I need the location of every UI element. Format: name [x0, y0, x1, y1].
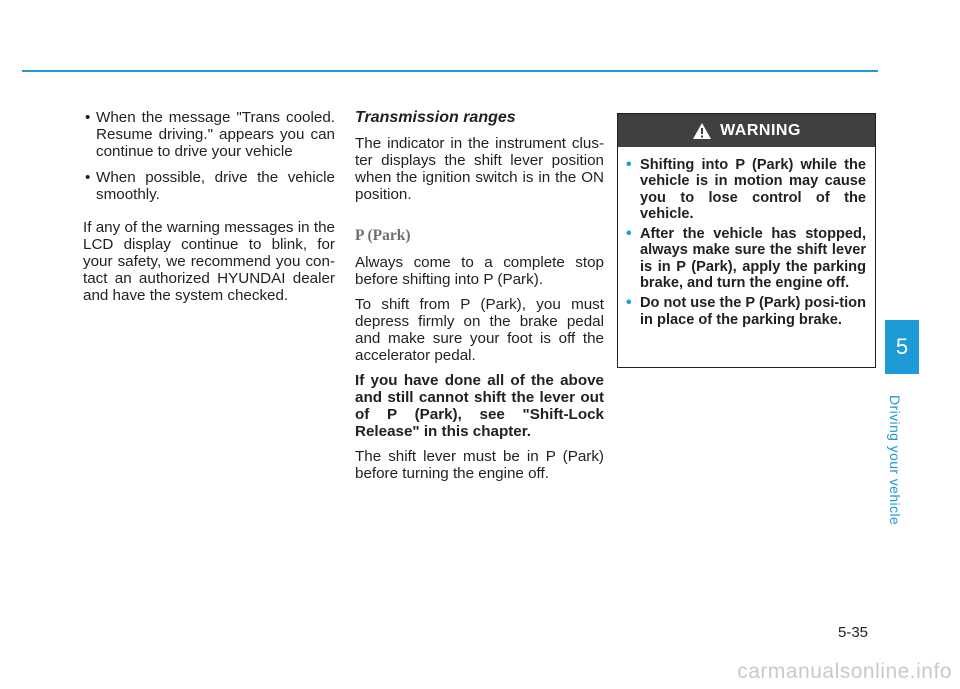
park-paragraph-4: The shift lever must be in P (Park) before turning the engine off.: [355, 448, 604, 482]
warning-triangle-icon: [692, 122, 712, 140]
middle-column: [355, 109, 604, 482]
warning-list: [618, 147, 875, 328]
warning-item: • After the vehicle has stopped, always make sure the shift lever is in P (Park), apply the parking brake, and turn the engine off.: [640, 226, 866, 291]
bullet-list: [83, 109, 335, 203]
top-rule: [22, 70, 878, 72]
warning-item: • Shifting into P (Park) while the vehicle is in motion may cause you to lose control of the vehicle.: [640, 157, 866, 222]
bullet-item: • When possible, drive the vehicle smoothly.: [83, 169, 335, 203]
warning-item: • Do not use the P (Park) posi-tion in place of the parking brake.: [640, 295, 866, 328]
warning-header: [618, 114, 875, 147]
left-column: [83, 109, 335, 304]
park-paragraph-2: To shift from P (Park), you must depress firmly on the brake pedal and make sure your foot is off the accelerator pedal.: [355, 296, 604, 364]
bullet-item: • When the message "Trans cooled. Resume driving." appears you can continue to drive your vehicle: [83, 109, 335, 160]
watermark: carmanualsonline.info: [737, 660, 952, 683]
body-paragraph: If any of the warning messages in the LCD display continue to blink, for your safety, we recommend you con-tact an authorized HYUNDAI dealer and have the system checked.: [83, 219, 335, 304]
park-paragraph-3: If you have done all of the above and still cannot shift the lever out of P (Park), see "Shift-Lock Release" in this chapter.: [355, 372, 604, 440]
subsection-title: P (Park): [355, 227, 411, 244]
warning-box: [617, 113, 876, 368]
warning-title: WARNING: [720, 121, 801, 139]
section-title: Transmission ranges: [355, 109, 516, 126]
park-paragraph-1: Always come to a complete stop before shifting into P (Park).: [355, 254, 604, 288]
chapter-title: Driving your vehicle: [887, 395, 903, 526]
page-number: 5-35: [838, 624, 869, 641]
chapter-tab: 5: [885, 320, 919, 374]
intro-paragraph: The indicator in the instrument clus-ter displays the shift lever position when the ignition switch is in the ON position.: [355, 135, 604, 203]
